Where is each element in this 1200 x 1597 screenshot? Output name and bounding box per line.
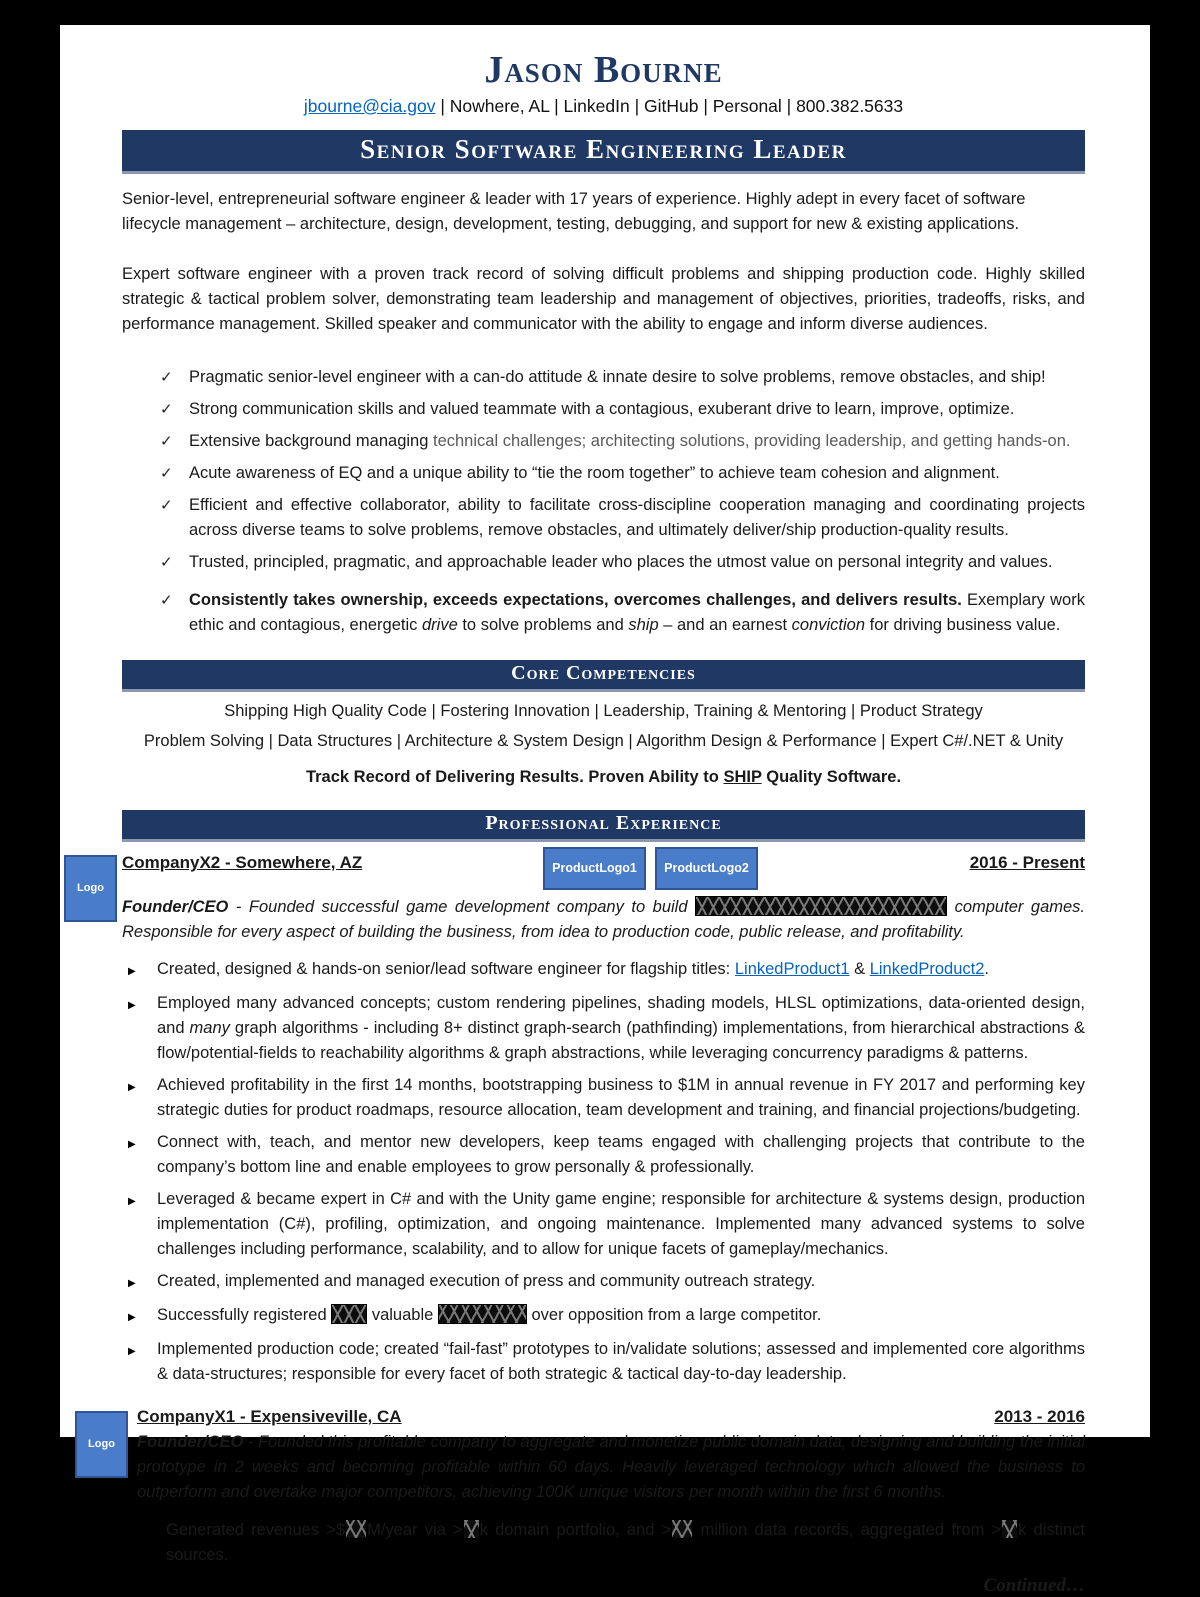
text-run: &	[849, 959, 870, 978]
text-run: Achieved profitability in the first 14 months, bootstrapping business to $1M in annual revenue in FY 2017 and performing key strategic duties for product roadmaps, resource allocation, team development and training, and financial projections/budgeting.	[157, 1075, 1085, 1119]
summary-bullet	[160, 588, 1085, 638]
company-role-summary	[122, 895, 1085, 945]
core-competencies-banner: Core Competencies	[122, 660, 1085, 692]
text-run: Generated revenues >$	[166, 1520, 346, 1539]
text-run: Quality Software.	[761, 767, 902, 786]
triangle-bullet-icon: ▶	[137, 1526, 145, 1538]
text-run: Efficient and effective collaborator, ability to facilitate cross-discipline cooperation managing and coordinating projects across diverse teams to solve problems, remove obstacles, and ultimately deliver/ship production-quality results.	[189, 495, 1085, 539]
competency-line-1: Shipping High Quality Code | Fostering Innovation | Leadership, Training & Mentoring | Product Strategy	[224, 701, 983, 720]
text-run: – and an earnest	[658, 615, 792, 634]
text-run: .	[984, 959, 989, 978]
checkmark-icon: ✓	[160, 399, 173, 418]
inline-link[interactable]: LinkedProduct2	[869, 959, 985, 978]
product-logo-1: ProductLogo1	[543, 847, 646, 890]
contact-items: | Nowhere, AL | LinkedIn | GitHub | Personal | 800.382.5633	[435, 95, 904, 116]
redacted-text	[671, 1519, 693, 1539]
competency-line-2: Problem Solving | Data Structures | Architecture & System Design | Algorithm Design & Performance | Expert C#/.NET & Unity	[143, 731, 1064, 750]
company-dates: 2013 - 2016	[994, 1406, 1085, 1426]
redacted-text	[331, 1304, 367, 1324]
contact-line	[122, 96, 1085, 117]
checkmark-icon: ✓	[160, 495, 173, 514]
email-link[interactable]: jbourne@cia.gov	[303, 95, 436, 116]
redacted-text	[438, 1304, 527, 1324]
company-logo: Logo	[75, 1411, 128, 1478]
triangle-bullet-icon: ▶	[128, 965, 136, 977]
experience-bullet	[137, 1518, 1085, 1568]
text-run: technical challenges; architecting solutions, providing leadership, and getting hands-on.	[433, 431, 1071, 450]
triangle-bullet-icon: ▶	[128, 1081, 136, 1093]
text-run: M/year via >	[367, 1520, 463, 1539]
company-bullet-list	[137, 1518, 1085, 1568]
redacted-text	[1001, 1519, 1018, 1539]
text-run: - Founded successful game development company to build	[228, 897, 696, 916]
experience-bullet	[128, 1187, 1085, 1262]
text-run: over opposition from a large competitor.	[526, 1305, 822, 1324]
text-run: k domain portfolio, and >	[479, 1520, 672, 1539]
summary-bullet-list	[122, 365, 1085, 638]
text-run: valuable	[367, 1305, 438, 1324]
text-run: Successfully registered	[157, 1305, 332, 1324]
track-record-line	[122, 766, 1085, 788]
summary-bullet	[160, 493, 1085, 543]
triangle-bullet-icon: ▶	[128, 1138, 136, 1150]
continued-note: Continued…	[983, 1574, 1085, 1596]
company-name: CompanyX2 - Somewhere, AZ	[122, 852, 363, 872]
checkmark-icon: ✓	[160, 367, 173, 386]
headline-banner: Senior Software Engineering Leader	[122, 130, 1085, 174]
professional-experience-banner: Professional Experience	[122, 810, 1085, 842]
summary-bullet	[160, 397, 1085, 422]
text-run: conviction	[791, 615, 866, 634]
product-logo-2: ProductLogo2	[655, 847, 758, 890]
company-logo: Logo	[64, 855, 117, 922]
redacted-text	[695, 896, 947, 916]
text-run: Founder/CEO	[137, 1432, 244, 1451]
text-run: Connect with, teach, and mentor new developers, keep teams engaged with challenging projects that contribute to the company’s bottom line and enable employees to grow personally & professionally.	[157, 1132, 1085, 1176]
text-run: Consistently takes ownership, exceeds expectations, overcomes challenges, and delivers results.	[189, 590, 962, 609]
text-run: Leveraged & became expert in C# and with the Unity game engine; responsible for architecture & systems design, production implementation (C#), profiling, optimization, and ongoing maintenance. Implemented many advanced systems to solve challenges including performance, scalability, and to allow for unique facets of gameplay/mechanics.	[157, 1189, 1085, 1258]
text-run: Employed many advanced concepts; custom rendering pipelines, shading models, HLSL optimizations, data-oriented design, and	[157, 993, 1085, 1037]
inline-link[interactable]: LinkedProduct1	[734, 959, 850, 978]
text-run: SHIP	[723, 767, 762, 786]
text-run: Created, designed & hands-on senior/lead software engineer for flagship titles:	[157, 959, 735, 978]
experience-bullet	[128, 1337, 1085, 1387]
page-title: Jason Bourne	[484, 49, 723, 91]
text-run: Exemplary work ethic and contagious, energetic	[189, 590, 1085, 634]
company-bullet-list	[122, 957, 1085, 1387]
company-header	[122, 852, 1085, 874]
summary-paragraph-1: Senior-level, entrepreneurial software engineer & leader with 17 years of experience. Highly adept in every facet of software lifecycle management – architecture, design, development, testing, debugging, and support for new & existing applications.	[122, 189, 1026, 233]
text-run: million data records, aggregated from >	[693, 1520, 1002, 1539]
company-role-summary	[137, 1430, 1085, 1505]
text-run: Implemented production code; created “fail-fast” prototypes to in/validate solutions; assessed and implemented core algorithms & data-structures; responsible for every facet of both strategic & tactical day-to-day leadership.	[157, 1339, 1085, 1383]
text-run: Extensive background managing	[189, 431, 433, 450]
triangle-bullet-icon: ▶	[128, 999, 136, 1011]
text-run: Acute awareness of EQ and a unique ability to “tie the room together” to achieve team cohesion and alignment.	[189, 463, 1000, 482]
company-header	[137, 1406, 1085, 1428]
text-run: computer games. Responsible for every aspect of building the business, from idea to production code, public release, and profitability.	[122, 897, 1085, 941]
triangle-bullet-icon: ▶	[128, 1277, 136, 1289]
experience-bullet	[128, 1130, 1085, 1180]
text-run: k distinct sources.	[166, 1520, 1085, 1564]
redacted-text	[463, 1519, 480, 1539]
summary-bullet	[160, 429, 1085, 454]
text-run: Founder/CEO	[122, 897, 229, 916]
experience-bullet	[128, 1073, 1085, 1123]
experience-bullet	[128, 1303, 1085, 1330]
text-run: graph algorithms - including 8+ distinct graph-search (pathfinding) implementations, from hierarchical abstractions & flow/potential-fields to reachability algorithms & graph abstractions, while leveraging concurrency paradigms & patterns.	[157, 1018, 1085, 1062]
summary-paragraph-2: Expert software engineer with a proven track record of solving difficult problems and shipping production code. Highly skilled strategic & tactical problem solver, demonstrating team leadership and management of objectives, priorities, tradeoffs, risks, and performance management. Skilled speaker and communicator with the ability to engage and inform diverse audiences.	[122, 264, 1085, 333]
checkmark-icon: ✓	[160, 431, 173, 450]
redacted-text	[345, 1519, 367, 1539]
experience-bullet	[128, 957, 1085, 984]
checkmark-icon: ✓	[160, 590, 173, 609]
triangle-bullet-icon: ▶	[128, 1311, 136, 1323]
company-name: CompanyX1 - Expensiveville, CA	[137, 1406, 402, 1426]
triangle-bullet-icon: ▶	[128, 1195, 136, 1207]
company-dates: 2016 - Present	[969, 852, 1085, 872]
text-run: drive	[422, 615, 458, 634]
text-run: ship	[628, 615, 659, 634]
checkmark-icon: ✓	[160, 463, 173, 482]
experience-bullet	[128, 991, 1085, 1066]
text-run: Created, implemented and managed execution of press and community outreach strategy.	[157, 1271, 816, 1290]
experience-entry-companyx1	[88, 1406, 1085, 1568]
checkmark-icon: ✓	[160, 552, 173, 571]
summary-bullet	[160, 461, 1085, 486]
summary-bullet	[160, 365, 1085, 390]
text-run: - Founded this profitable company to aggregate and monetize public domain data, designing and building the initial prototype in 2 weeks and becoming profitable within 60 days. Heavily leveraged technology which allowed the business to outperform and overtake major competitors, achieving 100K unique visitors per month within the first 6 months.	[137, 1432, 1085, 1501]
text-run: to solve problems and	[457, 615, 629, 634]
summary-bullet	[160, 550, 1085, 575]
text-run: many	[189, 1018, 230, 1037]
text-run: Strong communication skills and valued teammate with a contagious, exuberant drive to learn, improve, optimize.	[189, 399, 1015, 418]
text-run: Pragmatic senior-level engineer with a can-do attitude & innate desire to solve problems, remove obstacles, and ship!	[189, 367, 1046, 386]
text-run: Track Record of Delivering Results. Proven Ability to	[305, 767, 724, 786]
resume-page	[60, 25, 1150, 1596]
experience-bullet	[128, 1269, 1085, 1296]
text-run: Trusted, principled, pragmatic, and approachable leader who places the utmost value on personal integrity and values.	[189, 552, 1053, 571]
triangle-bullet-icon: ▶	[128, 1345, 136, 1357]
text-run: for driving business value.	[865, 615, 1061, 634]
experience-entry-companyx2	[77, 852, 1085, 1387]
